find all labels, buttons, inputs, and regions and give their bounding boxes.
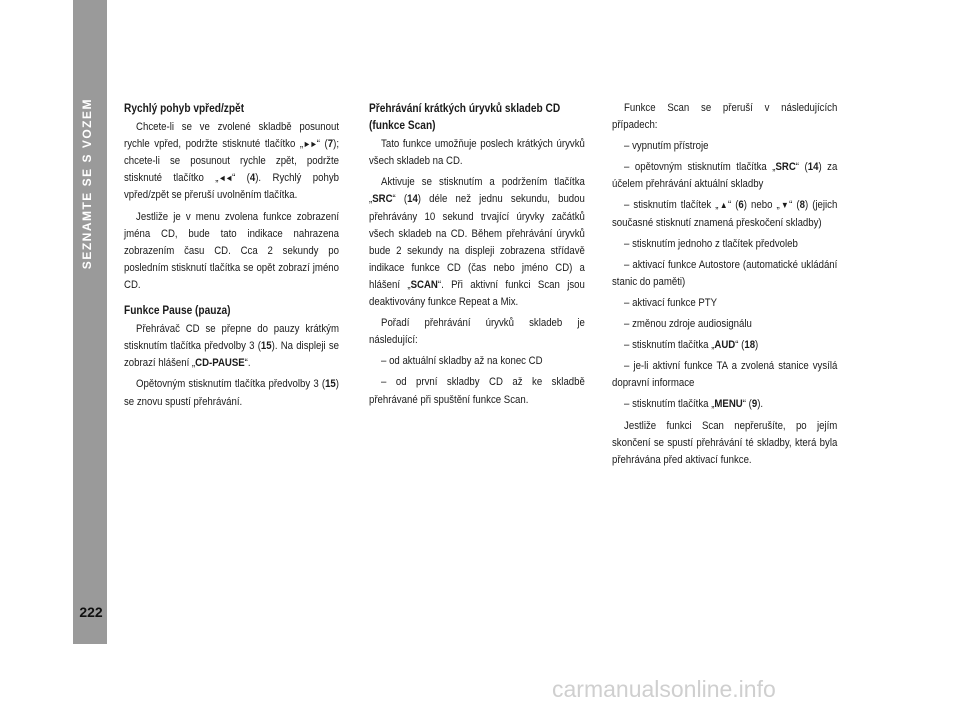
- column-3: [612, 100, 837, 473]
- paragraph-scan-intro: Tato funkce umožňuje poslech krátkých úryvků všech skladeb na CD.: [369, 138, 585, 168]
- list-item: – je-li aktivní funkce TA a zvolená stanice vysílá dopravní informace: [612, 360, 838, 390]
- list-item: – stisknutím jednoho z tlačítek předvoleb: [624, 237, 798, 250]
- heading-fast-forward: Rychlý pohyb vpřed/zpět: [124, 101, 245, 115]
- paragraph-scan-order: Pořadí přehrávání úryvků skladeb je následující:: [369, 317, 585, 347]
- heading-pause: Funkce Pause (pauza): [124, 303, 231, 318]
- paragraph-pause: Přehrávač CD se přepne do pauzy krátkým stisknutím tlačítka předvolby 3 (15). Na displeji se zobrazí hlášení „CD-PAUSE“.: [124, 323, 339, 370]
- paragraph-fast-forward: Chcete-li se ve zvolené skladbě posunout rychle vpřed, podržte stisknuté tlačítko „►►“ (7); chcete-li se posunout rychle zpět, podržte stisknuté tlačítko „◄◄“ (4). Rychlý pohyb vpřed/zpět se přeruší uvolněním tlačítka.: [124, 121, 339, 202]
- column-1: [124, 100, 339, 415]
- list-item: – aktivací funkce Autostore (automatické ukládání stanic do paměti): [612, 258, 838, 288]
- fast-forward-icon: ►►: [303, 139, 317, 150]
- rewind-icon: ◄◄: [218, 173, 233, 184]
- list-item: – vypnutím přístroje: [624, 140, 709, 153]
- page-number: 222: [79, 604, 103, 620]
- paragraph-resume: Opětovným stisknutím tlačítka předvolby 3 (15) se znovu spustí přehrávání.: [124, 378, 339, 408]
- paragraph-scan-activate: Aktivuje se stisknutím a podržením tlačítka „SRC“ (14) déle než jednu sekundu, budou přehrávány 10 sekund trvající úryvky začátků všech skladeb na CD. Během přehrávání úryvků bude 2 sekundy na displeji zobrazena střídavě indikace funkce CD (čas nebo jméno CD) a hlášení „SCAN“. Při aktivní funkci Scan jsou deaktivovány funkce Repeat a Mix.: [369, 176, 585, 309]
- list-item: – změnou zdroje audiosignálu: [624, 318, 752, 331]
- paragraph-cd-name: Jestliže je v menu zvolena funkce zobrazení jména CD, bude tato indikace nahrazena zobrazením času CD. Cca 2 sekundy po posledním stisknutí tlačítka se opět zobrazí jméno CD.: [124, 210, 339, 291]
- chapter-title: SEZNAMTE SE S VOZEM: [80, 98, 94, 270]
- list-item: – od první skladby CD až ke skladbě přehrávané při spuštění funkce Scan.: [369, 376, 585, 406]
- list-item: – opětovným stisknutím tlačítka „SRC“ (14) za účelem přehrávání aktuální skladby: [612, 161, 838, 191]
- list-item: – stisknutím tlačítka „MENU“ (9).: [624, 398, 764, 411]
- list-item: – aktivací funkce PTY: [624, 296, 718, 309]
- list-item: – stisknutím tlačítka „AUD“ (18): [624, 339, 759, 352]
- arrow-up-icon: ▲: [718, 200, 728, 211]
- list-item: – stisknutím tlačítek „▲“ (6) nebo „▼“ (8) (jejich současné stisknutí znamená přeskočení skladby): [612, 199, 838, 229]
- heading-scan: Přehrávání krátkých úryvků skladeb CD (funkce Scan): [369, 101, 561, 133]
- column-2: [369, 100, 585, 413]
- paragraph-scan-end: Jestliže funkci Scan nepřerušíte, po jejím skončení se spustí přehrávání té skladby, která byla přehrávána před aktivací funkce.: [612, 419, 838, 466]
- paragraph-scan-stop: Funkce Scan se přeruší v následujících případech:: [612, 102, 838, 132]
- list-item: – od aktuální skladby až na konec CD: [381, 355, 543, 368]
- arrow-down-icon: ▼: [779, 200, 790, 211]
- chapter-sidebar: [73, 0, 107, 644]
- watermark: carmanualsonline.info: [552, 676, 776, 702]
